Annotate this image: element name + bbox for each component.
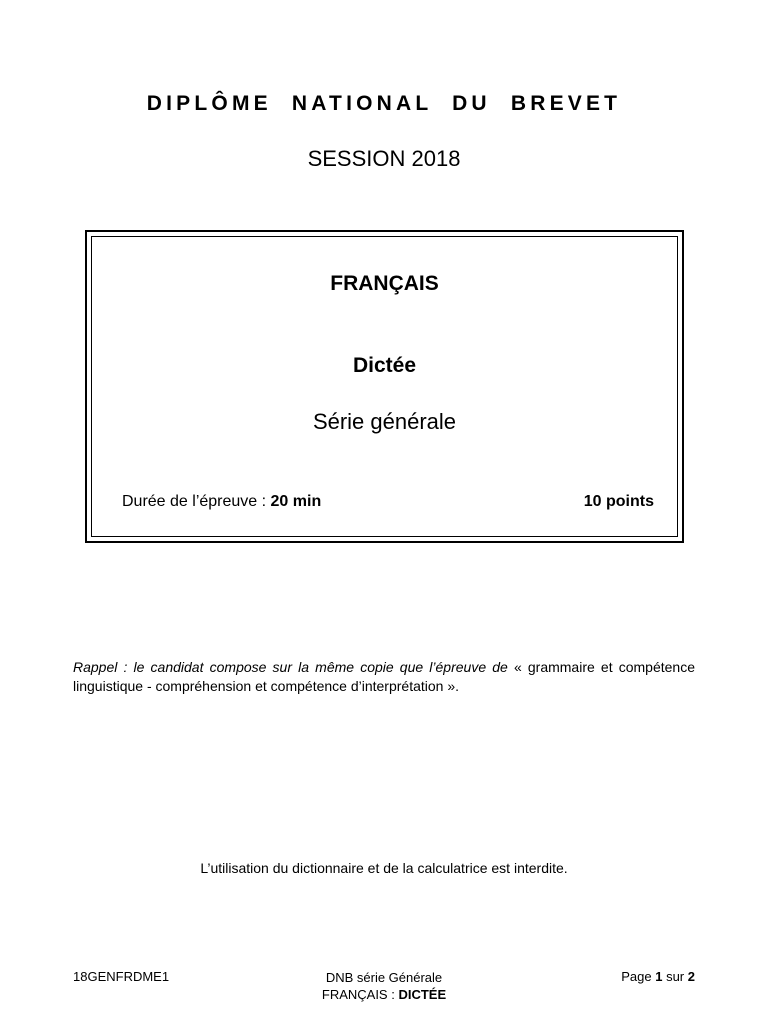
footer-exercise: DICTÉE	[398, 987, 447, 1002]
duration-label: Durée de l’épreuve :	[122, 493, 271, 510]
document-title: DIPLÔME NATIONAL DU BREVET	[146, 92, 622, 115]
page-total: 2	[687, 969, 695, 984]
footer-code: 18GENFRDME1	[73, 969, 170, 984]
reminder-lead: Rappel : le candidat compose sur la même copie que l’épreuve de	[73, 659, 508, 675]
subject-title: FRANÇAIS	[330, 272, 439, 295]
duration-value: 20 min	[270, 493, 322, 510]
page-word: Page	[621, 969, 656, 984]
reminder-paragraph	[73, 658, 695, 696]
page-current: 1	[655, 969, 663, 984]
exercise-title: Dictée	[352, 354, 417, 377]
footer-subject-line	[234, 986, 534, 1003]
tools-notice: L’utilisation du dictionnaire et de la calculatrice est interdite.	[200, 860, 568, 876]
footer-subject: FRANÇAIS :	[321, 987, 399, 1002]
page-number	[621, 969, 695, 984]
duration-line	[122, 493, 321, 511]
footer-center	[234, 969, 534, 1003]
reminder-rest: « grammaire et compétence linguistique - compréhension et compétence d’interprétation ».	[73, 659, 695, 694]
exam-info-inner-frame	[91, 236, 678, 537]
session-year: SESSION 2018	[307, 146, 461, 171]
page-separator: sur	[662, 969, 688, 984]
footer-series: DNB série Générale	[325, 970, 443, 985]
points-value: 10 points	[583, 493, 654, 510]
series-label: Série générale	[312, 409, 457, 434]
exam-info-frame	[85, 230, 684, 543]
